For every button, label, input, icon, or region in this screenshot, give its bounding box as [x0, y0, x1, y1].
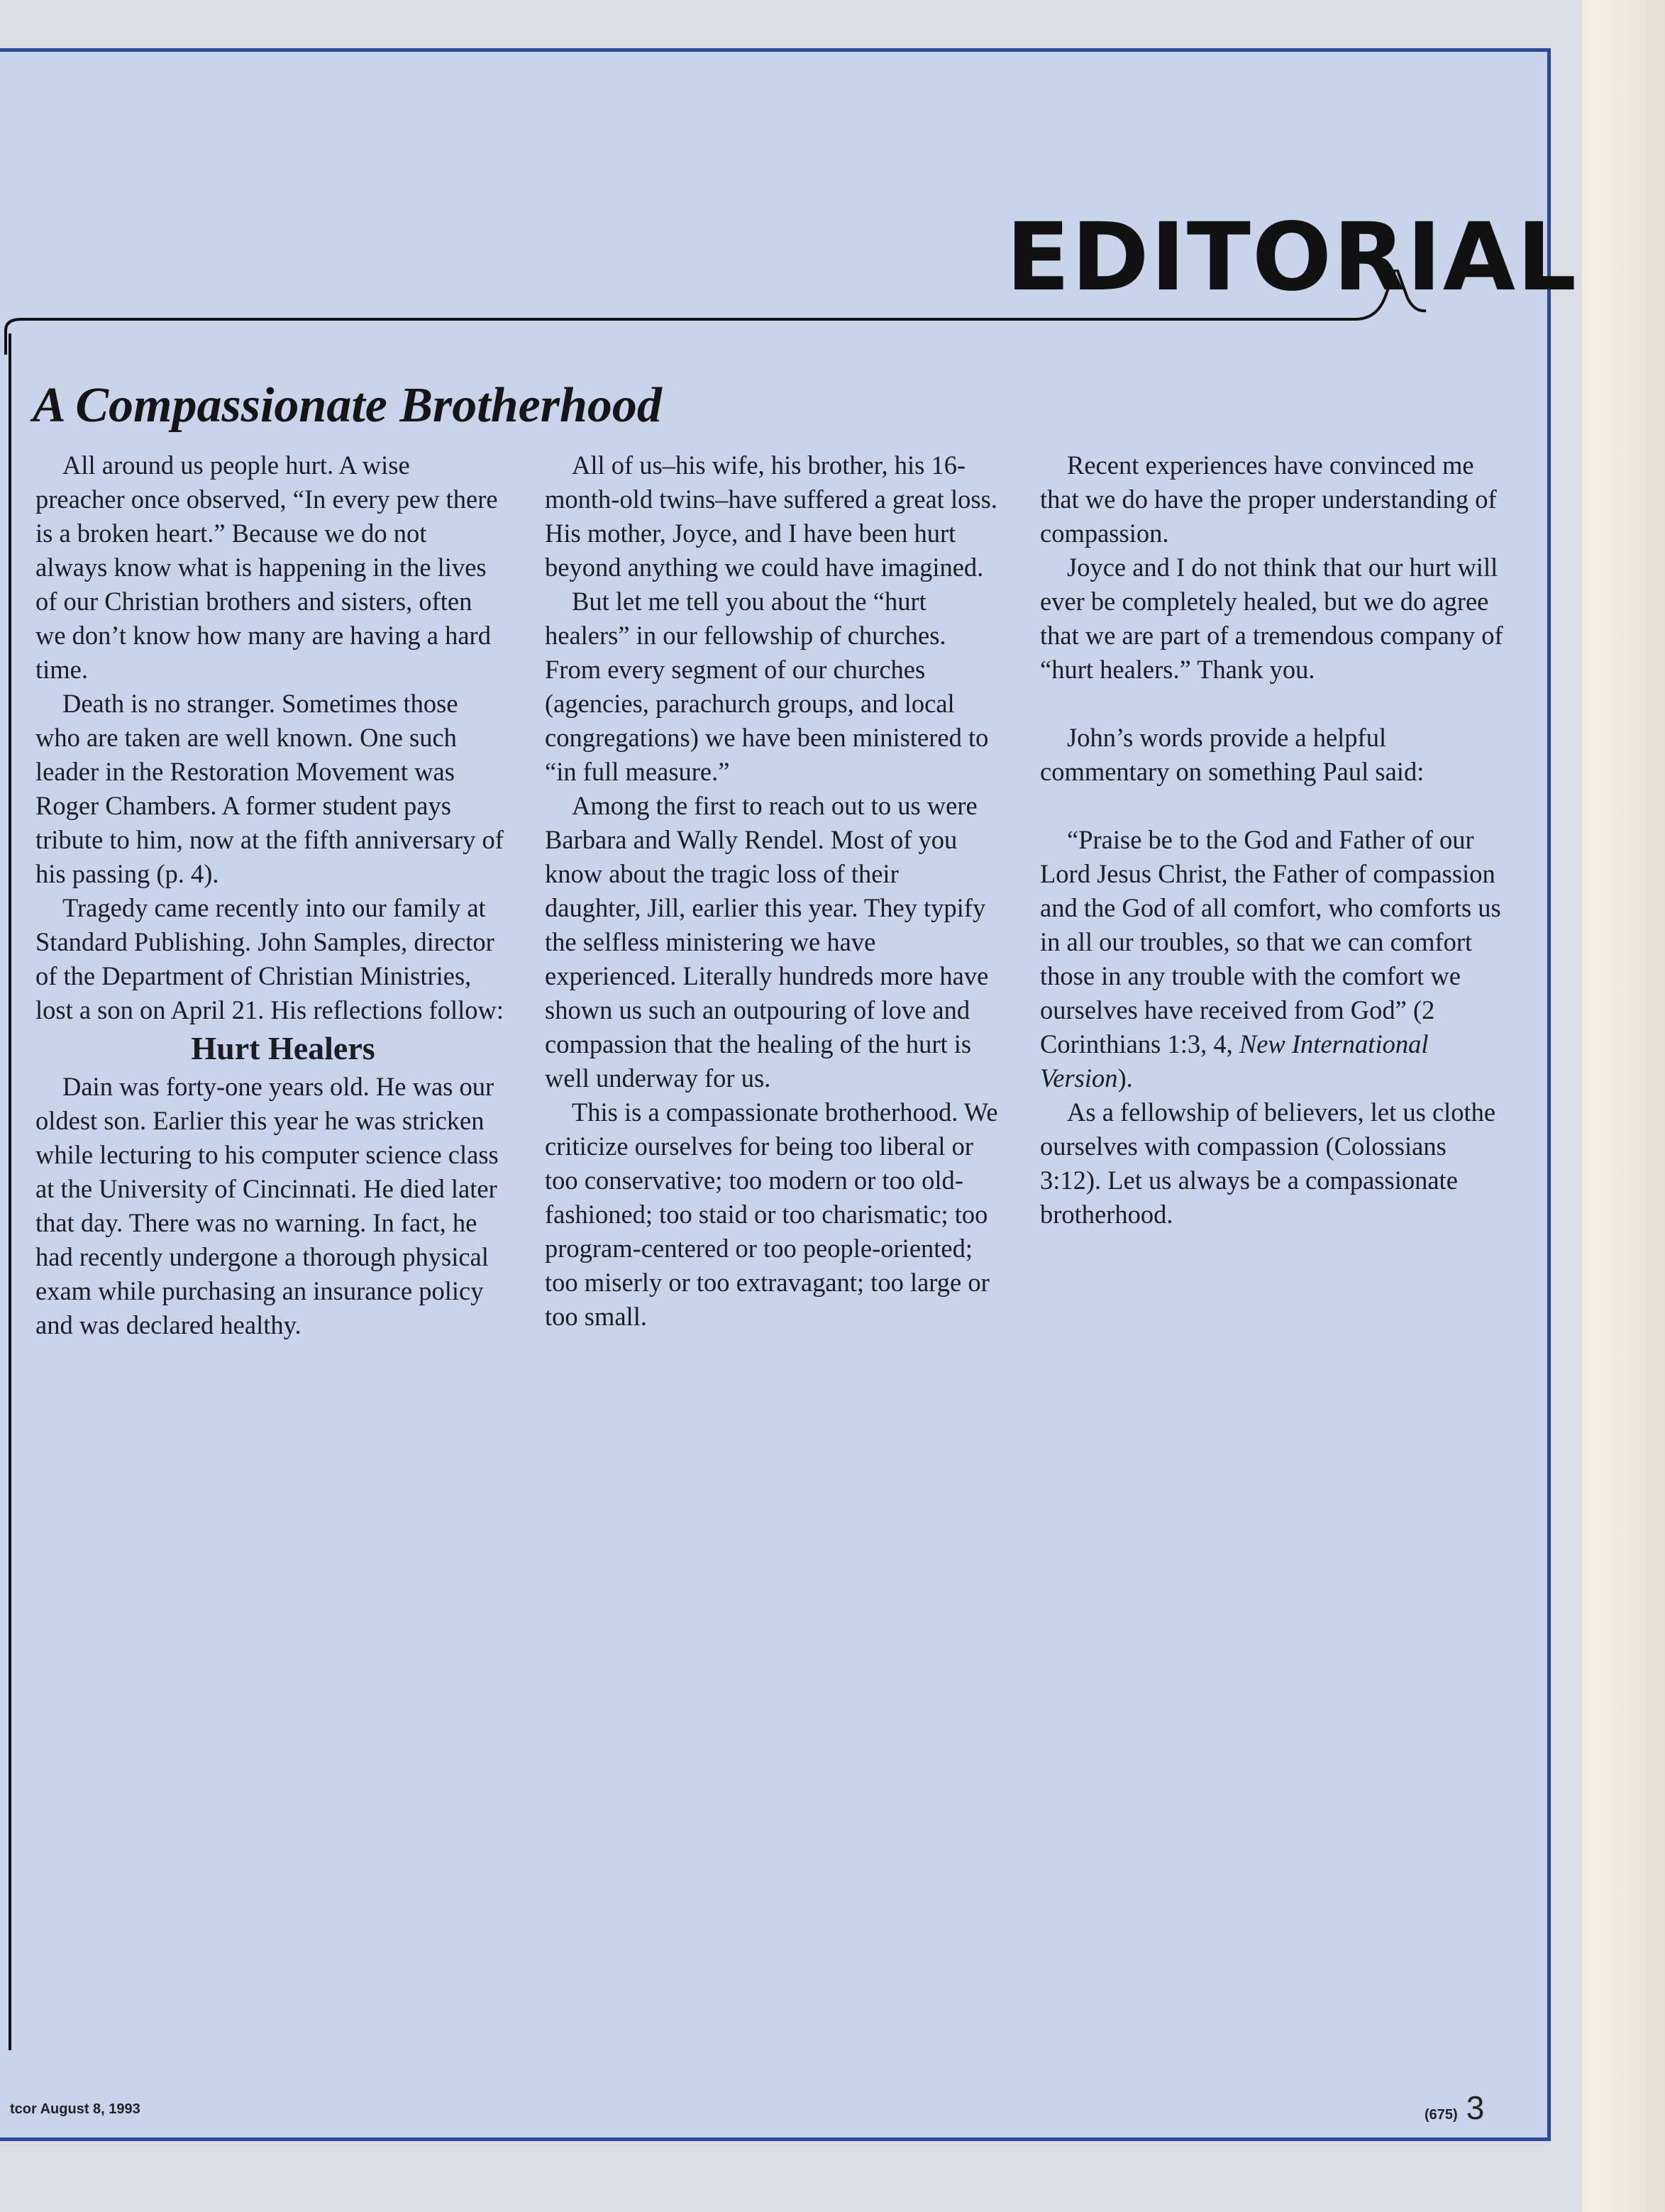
intro-paragraph-3: Tragedy came recently into our family at Standard Publishing. John Samples, director of the Department of Christian Ministries, lost a son on April 21. His reflections follow: [35, 893, 504, 1024]
closing-paragraph: As a fellowship of believers, let us clothe ourselves with compassion (Colossians 3:12). Let us always be a compassionate brotherhood. [1040, 1097, 1496, 1229]
section-heading: EDITORIAL [1006, 203, 1578, 312]
body-paragraph-6: Recent experiences have convinced me that we do have the proper understanding of compassion. [1040, 450, 1497, 548]
body-paragraph-4: Among the first to reach out to us were Barbara and Wally Rendel. Most of you know about the tragic loss of their daughter, Jill, earlier this year. They typify the selfless ministering we have experienced. Literally hundreds more have shown us such an outpouring of love and compassion that the healing of the hurt is well underway for us. [545, 791, 989, 1093]
intro-paragraph-1: All around us people hurt. A wise preacher once observed, “In every pew there is a broken heart.” Because we do not always know what is happening in the lives of our Christian brothers and sisters, often we don’t know how many are having a hard time. [35, 450, 498, 684]
subheading: Hurt Healers [191, 1030, 375, 1066]
page-code: (675) [1425, 2107, 1458, 2123]
heading-rule [0, 270, 1561, 355]
intro-paragraph-2: Death is no stranger. Sometimes those who are taken are well known. One such leader in the Restoration Movement was Roger Chambers. A former student pays tribute to him, now at the fifth anniversary of his passing (p. 4). [35, 689, 504, 888]
commentary-paragraph: John’s words provide a helpful commentary on something Paul said: [1040, 723, 1425, 786]
article-title: A Compassionate Brotherhood [33, 378, 662, 433]
quote-text: “Praise be to the God and Father of our Lord Jesus Christ, the Father of compassion and the God of all comfort, who comforts us in all our troubles, so that we can comfort those in any trouble with the comfort we ourselves have received from God” (2 Corinthians 1:3, 4, [1040, 825, 1501, 1058]
body-paragraph-5: This is a compassionate brotherhood. We criticize ourselves for being too liberal or too conservative; too modern or too old-fashioned; too staid or too charismatic; too program-centered or too people-oriented; too miserly or too extravagant; too large or too small. [545, 1097, 998, 1331]
body-paragraph-2: All of us–his wife, his brother, his 16-month-old twins–have suffered a great loss. His mother, Joyce, and I have been hurt beyond anything we could have imagined. [545, 450, 997, 582]
quote-end: ). [1117, 1063, 1133, 1093]
page-footer [1425, 2089, 1484, 2127]
body-paragraph-1: Dain was forty-one years old. He was our oldest son. Earlier this year he was stricken while lecturing to his computer science class at the University of Cincinnati. He died later that day. There was no warning. In fact, he had recently undergone a thorough physical exam while purchasing an insurance policy and was declared healthy. [35, 1072, 499, 1339]
body-paragraph-7: Joyce and I do not think that our hurt will ever be completely healed, but we do agree that we are part of a tremendous company of “hurt healers.” Thank you. [1040, 553, 1503, 684]
quote-version: New International Version [1040, 1029, 1429, 1093]
body-paragraph-3: But let me tell you about the “hurt healers” in our fellowship of churches. From every segment of our churches (agencies, parachurch groups, and local congregations) we have been ministered to “in full measure.” [545, 587, 989, 786]
column-1 [35, 448, 504, 1342]
left-rule [9, 333, 11, 2050]
issue-date: tcor August 8, 1993 [10, 2101, 140, 2117]
column-2 [545, 448, 999, 1334]
page-number: 3 [1466, 2089, 1485, 2126]
column-3 [1040, 448, 1508, 1232]
scripture-quote [1040, 823, 1508, 1095]
